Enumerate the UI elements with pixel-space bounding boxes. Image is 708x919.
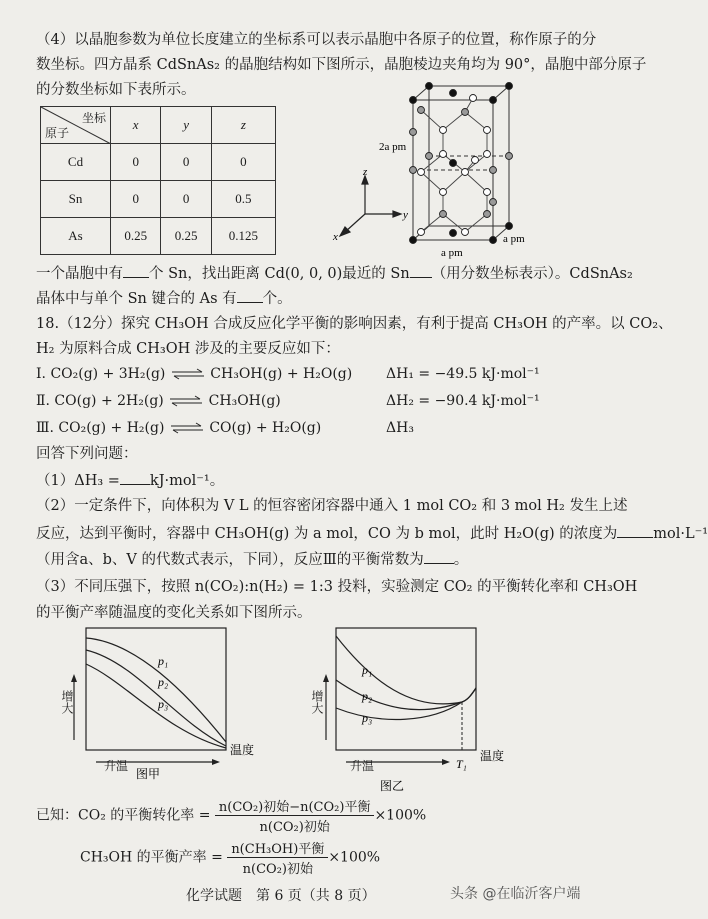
curve-label-p3: p₃ <box>158 697 169 711</box>
sub-question-2-line3: （用含a、b、V 的代数式表示，下同），反应Ⅲ的平衡常数为 。 <box>36 548 468 570</box>
curve-label-p1: p₁ <box>362 663 373 677</box>
t1-label: T₁ <box>456 757 467 771</box>
unit-cell-figure <box>325 72 540 260</box>
width-label-a: a pm <box>441 247 463 259</box>
q17-intro-line2: 数坐标。四方晶系 CdSnAs₂ 的晶胞结构如下图所示，晶胞棱边夹角均为 90°，晶胞中部分原子 <box>36 57 647 73</box>
answer-blank-sn-count[interactable] <box>123 262 149 278</box>
fractional-coordinate-table <box>40 106 276 255</box>
z-cell: 0 <box>211 144 275 181</box>
watermark: 头条 @在临沂客户端 <box>450 886 581 902</box>
width-label-b: a pm <box>503 233 525 245</box>
z-cell: 0.125 <box>211 218 275 255</box>
axis-arrows <box>340 176 401 236</box>
delta-h3: ΔH₃ <box>386 420 414 436</box>
curve-p2 <box>336 680 476 710</box>
answer-blank-as-count[interactable] <box>237 287 263 303</box>
y-label-b: 增大 <box>310 690 324 714</box>
curve-p1 <box>86 638 226 742</box>
q17-question-line2: 晶体中与单个 Sn 键合的 As 有 个。 <box>36 287 292 309</box>
caption-b: 图乙 <box>380 779 405 793</box>
height-label: 2a pm <box>379 141 407 153</box>
conversion-numerator: n(CO₂)初始−n(CO₂)平衡 <box>215 796 375 816</box>
axis-label-z: z <box>363 166 368 178</box>
table-row <box>41 144 276 181</box>
arrow-label-a: 升温 <box>104 759 129 773</box>
z-cell: 0.5 <box>211 181 275 218</box>
table-header-x: x <box>111 107 161 144</box>
table-header-z: z <box>211 107 275 144</box>
q17-question-line1: 一个晶胞中有 个 Sn，找出距离 Cd(0, 0, 0)最近的 Sn （用分数坐标表示）。CdSnAs₂ <box>36 262 633 284</box>
cell-frame <box>413 86 509 240</box>
x-cell: 0 <box>111 181 161 218</box>
atom-cell: As <box>41 218 111 255</box>
conversion-denominator: n(CO₂)初始 <box>259 820 330 835</box>
curve-label-p3: p₃ <box>362 711 373 725</box>
graph-a <box>66 622 276 792</box>
sub-question-2-line2: 反应，达到平衡时，容器中 CH₃OH(g) 为 a mol，CO 为 b mol，此时 H₂O(g) 的浓度为 mol·L⁻¹ <box>36 522 708 544</box>
curve-p3 <box>86 664 226 748</box>
curve-label-p2: p₂ <box>158 675 169 689</box>
atom-cell: Sn <box>41 181 111 218</box>
yield-formula: CH₃OH 的平衡产率 = $\frac{\text{n(CH₃OH)平衡}}{\text{n(CO₂)初始}}$ ×100% <box>80 838 380 877</box>
yield-numerator: n(CH₃OH)平衡 <box>227 838 328 858</box>
equilibrium-arrow-icon <box>170 369 206 379</box>
x-label-a: 温度 <box>230 743 255 757</box>
curve-p1 <box>336 636 476 704</box>
answer-blank-sn-coordinate[interactable] <box>410 262 432 278</box>
arrow-label-b: 升温 <box>350 759 375 773</box>
equilibrium-arrow-icon <box>168 396 204 406</box>
answer-blank-delta-h3[interactable] <box>120 469 150 485</box>
table-row <box>41 181 276 218</box>
x-cell: 0.25 <box>111 218 161 255</box>
page-footer: 化学试题 第 6 页（共 8 页） <box>186 888 376 904</box>
curve-p2 <box>86 650 226 746</box>
sub-question-3-line1: （3）不同压强下，按照 n(CO₂):n(H₂) = 1:3 投料，实验测定 CO₂ 的平衡转化率和 CH₃OH <box>36 579 638 595</box>
sub-question-2-line1: （2）一定条件下，向体积为 V L 的恒容密闭容器中通入 1 mol CO₂ 和 3 mol H₂ 发生上述 <box>36 498 628 514</box>
reaction-2: Ⅱ. CO(g) + 2H₂(g) CH₃OH(g) <box>36 393 281 409</box>
reaction-1: Ⅰ. CO₂(g) + 3H₂(g) CH₃OH(g) + H₂O(g) <box>36 366 353 382</box>
q18-intro-line2: H₂ 为原料合成 CH₃OH 涉及的主要反应如下： <box>36 341 340 357</box>
table-header-y: y <box>161 107 211 144</box>
axis-label-x: x <box>333 231 338 243</box>
equilibrium-arrow-icon <box>169 423 205 433</box>
answer-blank-h2o-concentration[interactable] <box>617 522 653 538</box>
q17-intro-line3: 的分数坐标如下表所示。 <box>36 82 196 98</box>
q18-intro-line1: 18.（12分）探究 CH₃OH 合成反应化学平衡的影响因素，有利于提高 CH₃OH 的产率。以 CO₂、 <box>36 316 673 332</box>
atoms <box>410 83 513 244</box>
sub-question-3-line2: 的平衡产率随温度的变化关系如下图所示。 <box>36 605 312 621</box>
curve-label-p1: p₁ <box>158 654 169 668</box>
corner-label-coordinate: 坐标 <box>81 111 106 125</box>
corner-label-atom: 原子 <box>45 126 70 140</box>
x-cell: 0 <box>111 144 161 181</box>
answer-prompt: 回答下列问题： <box>36 446 138 462</box>
delta-h1: ΔH₁ = −49.5 kJ·mol⁻¹ <box>386 366 540 382</box>
q17-intro-line1: （4）以晶胞参数为单位长度建立的坐标系可以表示晶胞中各原子的位置，称作原子的分 <box>36 32 597 48</box>
atom-cell: Cd <box>41 144 111 181</box>
table-corner-cell <box>41 107 111 144</box>
answer-blank-equilibrium-constant[interactable] <box>424 548 454 564</box>
x-label-b: 温度 <box>480 749 505 763</box>
y-cell: 0 <box>161 181 211 218</box>
table-row <box>41 218 276 255</box>
delta-h2: ΔH₂ = −90.4 kJ·mol⁻¹ <box>386 393 540 409</box>
y-cell: 0.25 <box>161 218 211 255</box>
y-cell: 0 <box>161 144 211 181</box>
yield-denominator: n(CO₂)初始 <box>242 862 313 877</box>
conversion-formula: 已知：CO₂ 的平衡转化率 = $\frac{\text{n(CO₂)初始−n(CO₂)平衡}}{\text{n(CO₂)初始}}$ ×100% <box>36 796 426 835</box>
axis-label-y: y <box>403 209 408 221</box>
caption-a: 图甲 <box>136 767 161 781</box>
sub-question-1: （1）ΔH₃ = kJ·mol⁻¹。 <box>36 469 224 491</box>
y-label-a: 增大 <box>60 690 74 714</box>
reaction-3: Ⅲ. CO₂(g) + H₂(g) CO(g) + H₂O(g) <box>36 420 322 436</box>
curve-label-p2: p₂ <box>362 689 373 703</box>
